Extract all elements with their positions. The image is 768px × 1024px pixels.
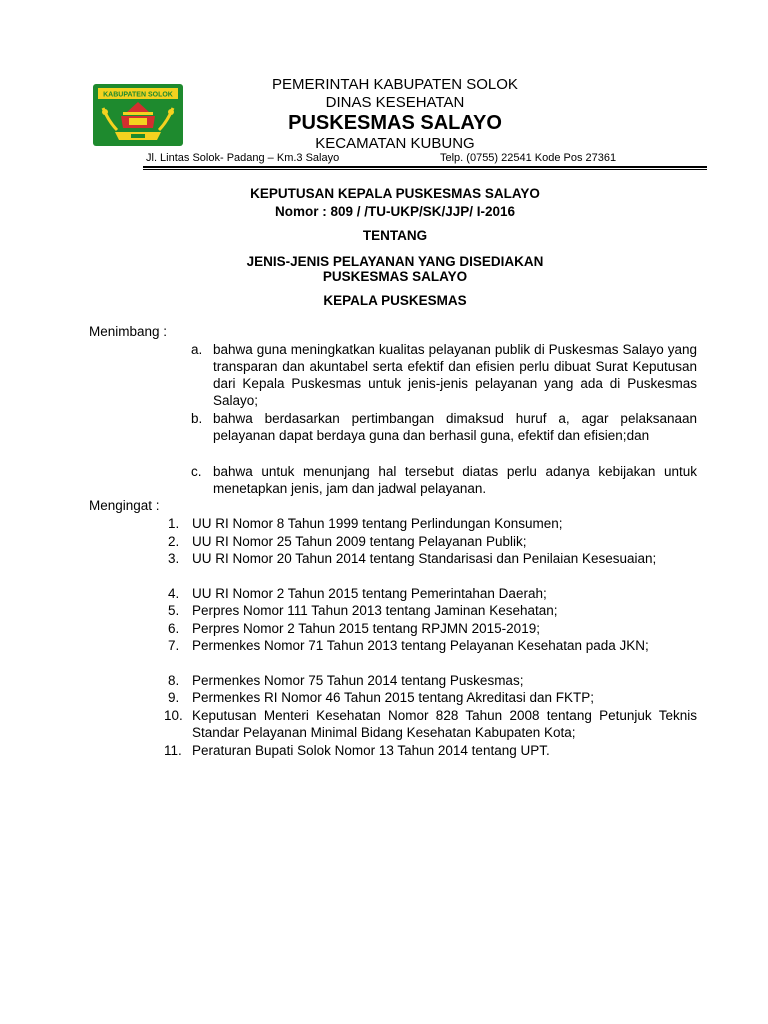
item-marker: 6. — [168, 621, 180, 636]
item-marker: 1. — [168, 516, 180, 531]
item-text: Perpres Nomor 2 Tahun 2015 tentang RPJMN 2015-2019; — [192, 621, 540, 636]
item-text: UU RI Nomor 25 Tahun 2009 tentang Pelayanan Publik; — [192, 534, 527, 549]
header-address: Jl. Lintas Solok- Padang – Km.3 Salayo — [146, 152, 340, 164]
item-marker: 7. — [168, 638, 180, 653]
item-marker: 8. — [168, 673, 180, 688]
decree-official: KEPALA PUSKESMAS — [323, 293, 467, 308]
header-rule-thin — [143, 169, 707, 170]
item-marker: 2. — [168, 534, 180, 549]
decree-number: Nomor : 809 / /TU-UKP/SK/JJP/ I-2016 — [274, 204, 516, 219]
header-rule — [143, 166, 707, 168]
item-marker: 4. — [168, 586, 180, 601]
item-text: bahwa berdasarkan pertimbangan dimaksud huruf a, agar pelaksanaan pelayanan dapat berdaya guna dan berhasil guna, efektif dan efisien;dan — [213, 411, 697, 443]
item-text: Keputusan Menteri Kesehatan Nomor 828 Tahun 2008 tentang Petunjuk Teknis Standar Pelayanan Minimal Bidang Kesehatan Kabupaten Kota; — [192, 708, 697, 740]
decree-subject-line2: PUSKESMAS SALAYO — [322, 269, 468, 284]
mengingat-label: Mengingat : — [89, 498, 160, 513]
item-marker: 5. — [168, 603, 180, 618]
item-marker: 10. — [164, 708, 183, 723]
item-text: bahwa guna meningkatkan kualitas pelayanan publik di Puskesmas Salayo yang transparan dan akuntabel serta efektif dan efisien perlu dibuat Surat Keputusan dari Kepala Puskesmas untuk jenis-jenis pelayanan yang ada di Puskesmas Salayo; — [213, 342, 697, 408]
item-text: Permenkes Nomor 71 Tahun 2013 tentang Pelayanan Kesehatan pada JKN; — [192, 638, 649, 653]
item-text: Peraturan Bupati Solok Nomor 13 Tahun 2014 tentang UPT. — [192, 743, 550, 758]
decree-title: KEPUTUSAN KEPALA PUSKESMAS SALAYO — [250, 186, 540, 201]
item-marker: 9. — [168, 690, 180, 705]
item-text: bahwa untuk menunjang hal tersebut diatas perlu adanya kebijakan untuk menetapkan jenis, jam dan jadwal pelayanan. — [213, 464, 697, 496]
header-agency: DINAS KESEHATAN — [325, 94, 465, 111]
item-text: Permenkes RI Nomor 46 Tahun 2015 tentang Akreditasi dan FKTP; — [192, 690, 594, 705]
header-government: PEMERINTAH KABUPATEN SOLOK — [272, 76, 518, 93]
decree-tentang: TENTANG — [362, 228, 428, 243]
item-marker: b. — [191, 411, 203, 426]
item-text: Permenkes Nomor 75 Tahun 2014 tentang Puskesmas; — [192, 673, 524, 688]
item-text: UU RI Nomor 2 Tahun 2015 tentang Pemerintahan Daerah; — [192, 586, 547, 601]
item-marker: 3. — [168, 551, 180, 566]
item-marker: c. — [191, 464, 202, 479]
kabupaten-solok-logo — [93, 84, 183, 146]
item-text: UU RI Nomor 20 Tahun 2014 tentang Standarisasi dan Penilaian Kesesuaian; — [192, 551, 657, 566]
menimbang-label: Menimbang : — [89, 324, 168, 339]
header-district: KECAMATAN KUBUNG — [315, 135, 475, 152]
item-marker: a. — [191, 342, 203, 357]
item-text: Perpres Nomor 111 Tahun 2013 tentang Jaminan Kesehatan; — [192, 603, 558, 618]
header-contact: Telp. (0755) 22541 Kode Pos 27361 — [440, 152, 617, 164]
header-institution: PUSKESMAS SALAYO — [288, 112, 502, 134]
logo-banner-text: KABUPATEN SOLOK — [103, 91, 173, 99]
decree-subject-line1: JENIS-JENIS PELAYANAN YANG DISEDIAKAN — [246, 254, 544, 269]
item-text: UU RI Nomor 8 Tahun 1999 tentang Perlindungan Konsumen; — [192, 516, 563, 531]
item-marker: 11. — [164, 743, 182, 758]
